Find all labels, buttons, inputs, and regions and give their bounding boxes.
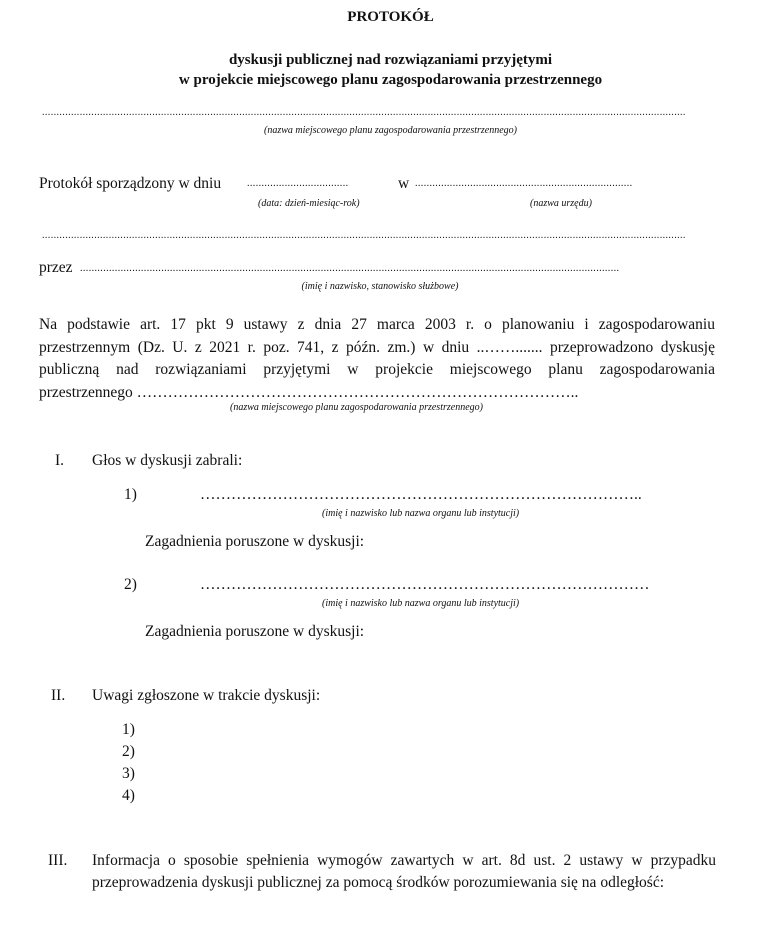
speaker-1-number: 1) — [124, 486, 137, 503]
plan-name-caption: (nazwa miejscowego planu zagospodarowania przestrzennego) — [264, 125, 517, 136]
przez-label: przez — [39, 259, 73, 276]
speaker-2-number: 2) — [124, 576, 137, 593]
speaker-2-field[interactable]: …………………………………………………………………………… — [200, 576, 650, 593]
document-title: PROTOKÓŁ — [347, 9, 434, 25]
section-1-heading: Głos w dyskusji zabrali: — [92, 452, 243, 469]
person-caption: (imię i nazwisko, stanowisko służbowe) — [301, 281, 459, 292]
office-continuation-field[interactable]: .............................................................................................................................................................................................................................. — [42, 230, 686, 241]
remark-item-3: 3) — [122, 765, 135, 782]
office-caption: (nazwa urzędu) — [530, 198, 592, 209]
paragraph-line-4: przestrzennego ………………………………………………………………………….. — [39, 383, 579, 401]
prepared-label: Protokół sporządzony w dniu — [39, 175, 222, 192]
section-3-numeral: III. — [48, 852, 68, 869]
speaker-1-field[interactable]: ………………………………………………………………………….. — [200, 486, 642, 503]
paragraph-plan-caption: (nazwa miejscowego planu zagospodarowania przestrzennego) — [230, 402, 483, 413]
document-subtitle-line-2: w projekcie miejscowego planu zagospodarowania przestrzennego — [178, 72, 603, 88]
section-2-heading: Uwagi zgłoszone w trakcie dyskusji: — [92, 687, 321, 704]
plan-name-field[interactable]: .............................................................................................................................................................................................................................. — [42, 107, 686, 118]
section-3-line-1: Informacja o sposobie spełnienia wymogów zawartych w art. 8d ust. 2 ustawy w przypadku — [92, 852, 716, 869]
section-1-numeral: I. — [55, 452, 65, 469]
document-subtitle-line-1: dyskusji publicznej nad rozwiązaniami przyjętymi — [228, 52, 553, 68]
remark-item-4: 4) — [122, 787, 135, 804]
speaker-2-caption: (imię i nazwisko lub nazwa organu lub instytucji) — [322, 598, 520, 609]
person-field[interactable]: .......................................................................................................................................................................................... — [80, 263, 620, 274]
speaker-2-topics-label: Zagadnienia poruszone w dyskusji: — [145, 623, 365, 640]
section-3-line-2: przeprowadzenia dyskusji publicznej za pomocą środków porozumiewania się na odległość: — [92, 874, 665, 891]
paragraph-line-1: Na podstawie art. 17 pkt 9 ustawy z dnia 27 marca 2003 r. o planowaniu i zagospodarowaniu — [39, 316, 715, 333]
section-2-numeral: II. — [51, 687, 66, 704]
office-field[interactable]: ........................................................................... — [415, 178, 633, 189]
w-label: w — [398, 175, 410, 192]
paragraph-line-2: przestrzennym (Dz. U. z 2021 r. poz. 741, z późn. zm.) w dniu ..……....... przeprowadzono dyskusję — [39, 338, 715, 356]
remark-item-1: 1) — [122, 721, 135, 738]
remark-item-2: 2) — [122, 743, 135, 760]
paragraph-line-3: publiczną nad rozwiązaniami przyjętymi w projekcie miejscowego planu zagospodarowania — [39, 361, 715, 378]
speaker-1-caption: (imię i nazwisko lub nazwa organu lub instytucji) — [322, 508, 520, 519]
date-field[interactable]: ................................... — [247, 178, 349, 189]
date-caption: (data: dzień-miesiąc-rok) — [258, 198, 360, 209]
legal-basis-paragraph — [39, 314, 715, 404]
speaker-1-topics-label: Zagadnienia poruszone w dyskusji: — [145, 533, 365, 550]
